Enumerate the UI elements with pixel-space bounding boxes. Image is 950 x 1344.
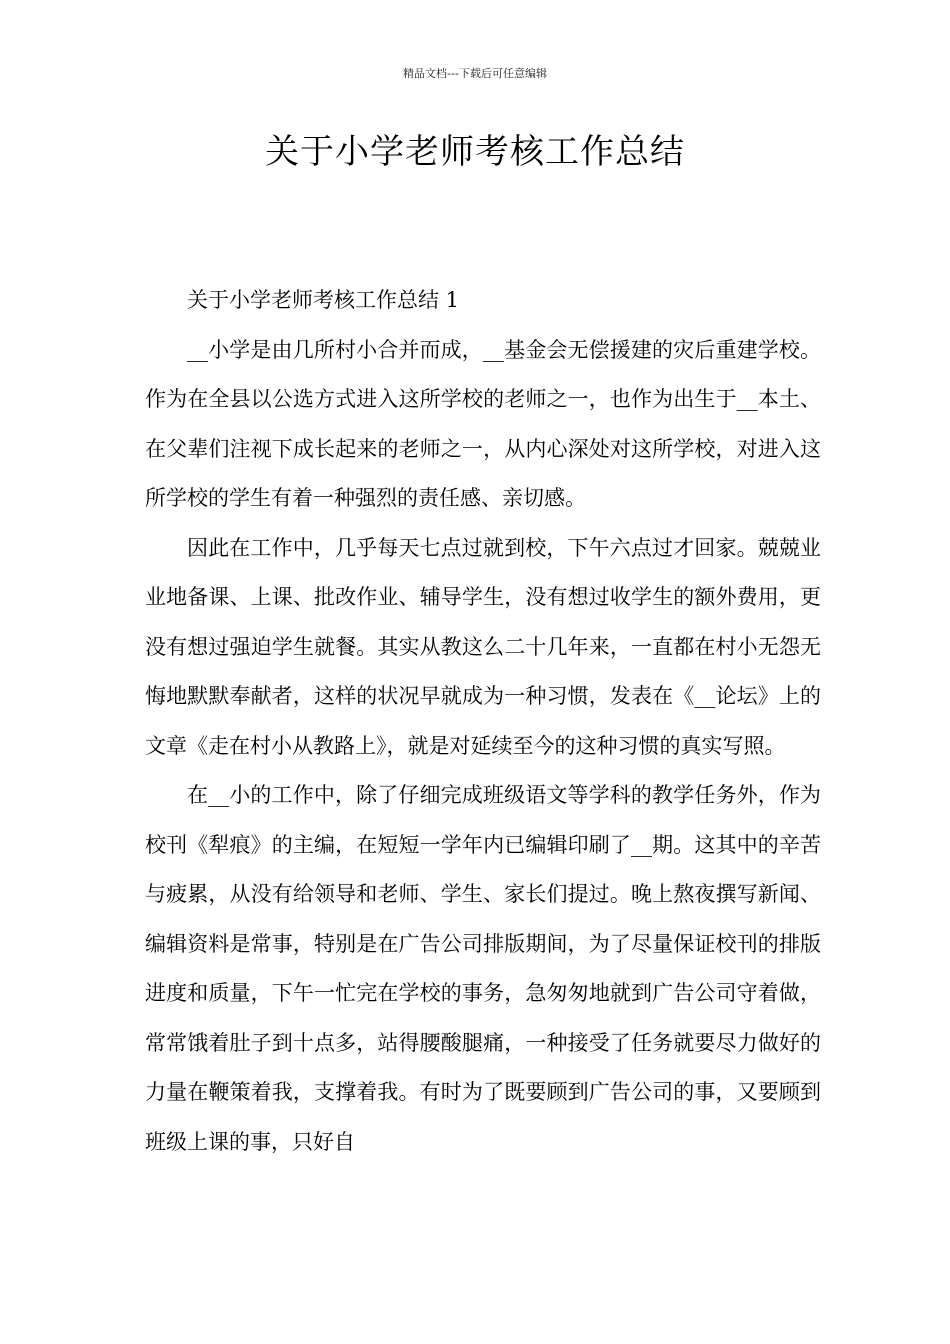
paragraph: 因此在工作中，几乎每天七点过就到校，下午六点过才回家。兢兢业业地备课、上课、批改作业、辅导学生，没有想过收学生的额外费用，更没有想过强迫学生就餐。其实从教这么二十几年来，一直都在村小无怨无悔地默默奉献者，这样的状况早就成为一种习惯，发表在《__论坛》上的文章《走在村小从教路上》，就是对延续至今的这种习惯的真实写照。 [145,535,821,758]
paragraph: __小学是由几所村小合并而成，__基金会无偿援建的灾后重建学校。作为在全县以公选方式进入这所学校的老师之一，也作为出生于__本土、在父辈们注视下成长起来的老师之一，从内心深处对这所学校，对进入这所学校的学生有着一种强烈的责任感、亲切感。 [145,337,821,510]
document-title: 关于小学老师考核工作总结 [265,132,685,172]
paragraph: 在__小的工作中，除了仔细完成班级语文等学科的教学任务外，作为校刊《犁痕》的主编，在短短一学年内已编辑印刷了__期。这其中的辛苦与疲累，从没有给领导和老师、学生、家长们提过。晚上熬夜撰写新闻、编辑资料是常事，特别是在广告公司排版期间，为了尽量保证校刊的排版进度和质量，下午一忙完在学校的事务，急匆匆地就到广告公司守着做，常常饿着肚子到十点多，站得腰酸腿痛，一种接受了任务就要尽力做好的力量在鞭策着我，支撑着我。有时为了既要顾到广告公司的事，又要顾到班级上课的事，只好自 [145,783,821,1154]
header-note: 精品文档---下载后可任意编辑 [403,67,547,80]
section-heading: 关于小学老师考核工作总结 1 [187,288,460,312]
document-body [145,276,821,1167]
